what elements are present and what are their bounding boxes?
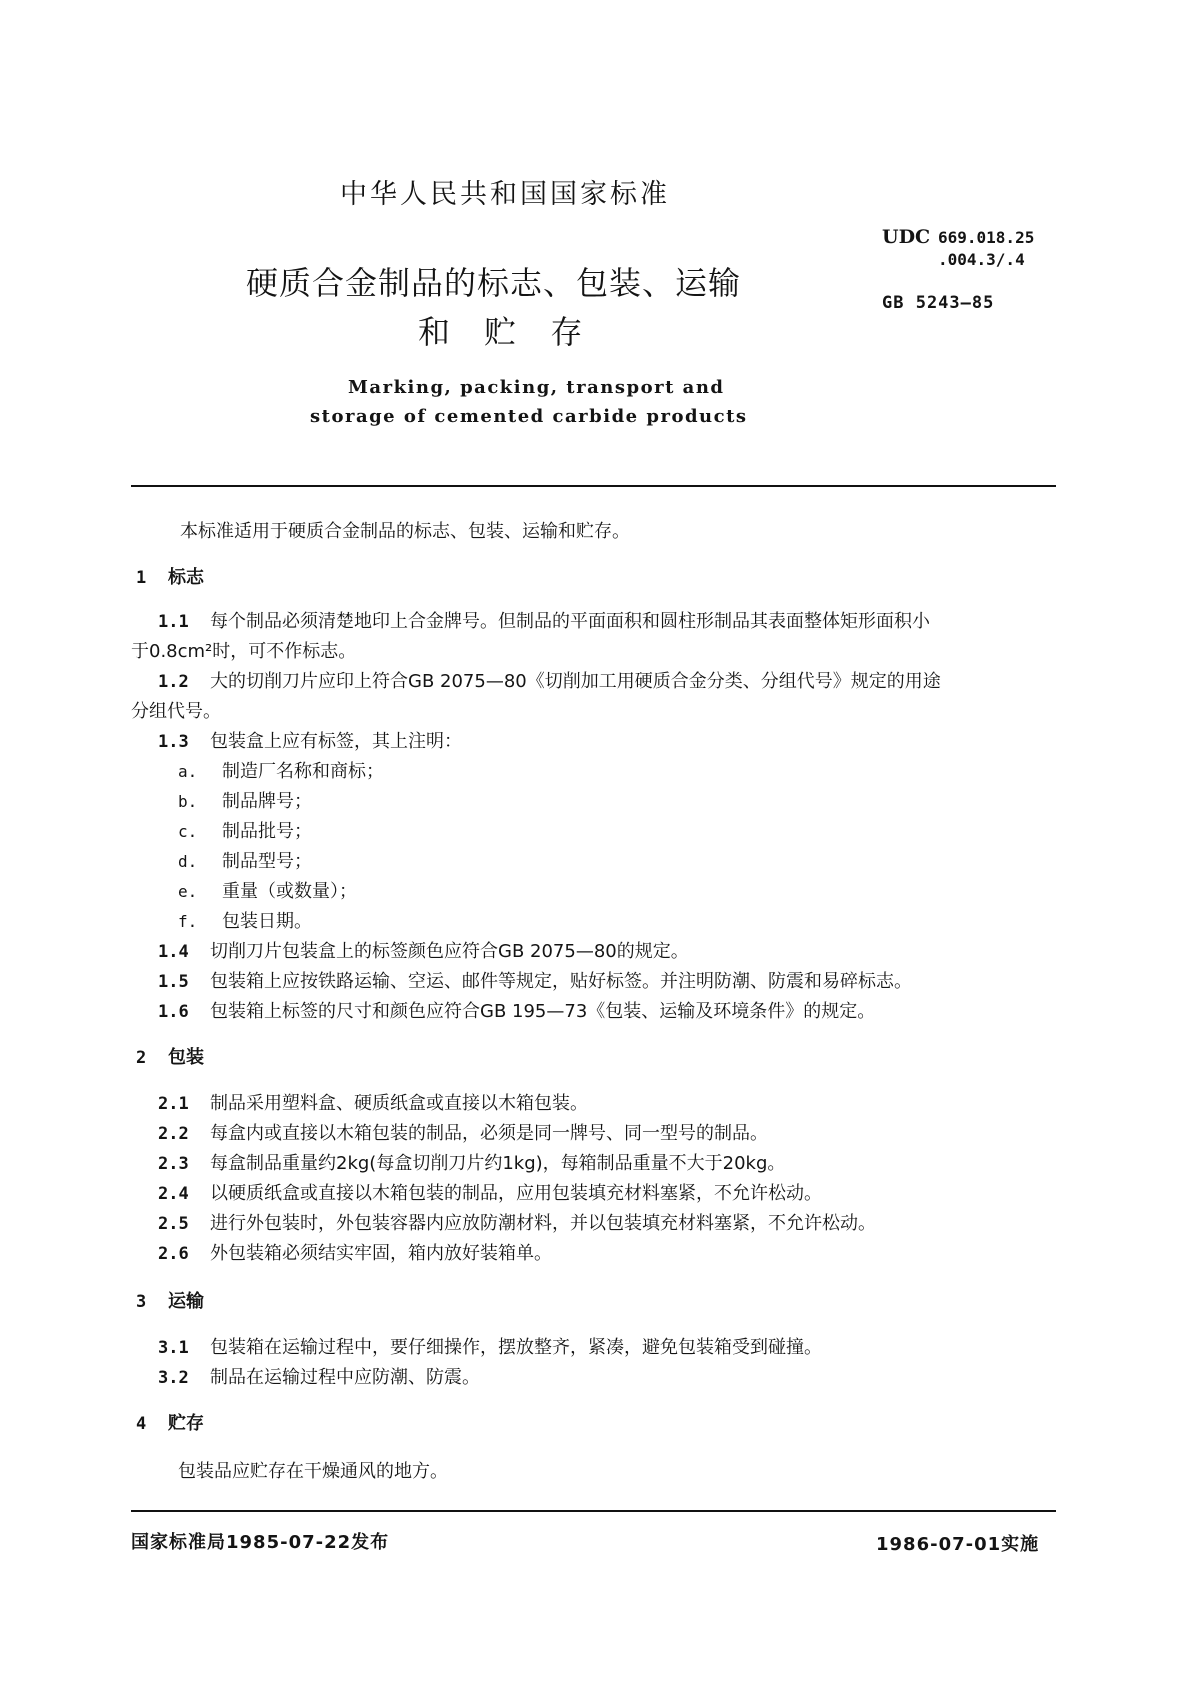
list-item-text: 制造厂名称和商标；: [222, 761, 384, 782]
clause-2-4: [158, 1182, 822, 1206]
section-1-heading: [136, 566, 204, 590]
clause-text: 切削刀片包装盒上的标签颜色应符合GB 2075—80的规定。: [210, 941, 689, 962]
udc-code-line1: 669.018.25: [938, 228, 1035, 247]
clause-1-1-continuation: 于0.8cm²时，可不作标志。: [131, 641, 357, 662]
clause-number: 2.2: [158, 1124, 189, 1144]
gb-standard-code: GB 5243—85: [882, 293, 995, 313]
clause-1-2-continuation: 分组代号。: [131, 701, 221, 722]
section-4-heading: [136, 1412, 204, 1436]
section-number: 3: [136, 1292, 147, 1312]
section-number: 4: [136, 1414, 147, 1434]
clause-text: 每个制品必须清楚地印上合金牌号。但制品的平面面积和圆柱形制品其表面整体矩形面积小: [210, 611, 930, 632]
clause-1-5: [158, 970, 912, 994]
section-title: 运输: [168, 1291, 204, 1312]
list-item: [178, 790, 312, 814]
clause-2-2: [158, 1122, 768, 1146]
clause-number: 1.6: [158, 1002, 189, 1022]
document-title-line1: 硬质合金制品的标志、包装、运输: [246, 264, 742, 302]
clause-2-6: [158, 1242, 552, 1266]
list-item: [178, 910, 312, 934]
list-item: [178, 760, 384, 784]
effective-date: 1986-07-01实施: [876, 1534, 1040, 1555]
footer-divider: [131, 1510, 1056, 1512]
clause-2-5: [158, 1212, 876, 1236]
clause-3-1: [158, 1336, 822, 1360]
clause-number: 2.1: [158, 1094, 189, 1114]
clause-number: 3.1: [158, 1338, 189, 1358]
clause-4-text: 包装品应贮存在干燥通风的地方。: [178, 1461, 448, 1482]
list-item-text: 制品批号；: [222, 821, 312, 842]
clause-text: 包装盒上应有标签，其上注明：: [210, 731, 462, 752]
section-2-heading: [136, 1046, 204, 1070]
clause-1-4: [158, 940, 689, 964]
list-item-text: 重量（或数量）；: [222, 881, 357, 902]
clause-text: 包装箱在运输过程中，要仔细操作，摆放整齐，紧凑，避免包装箱受到碰撞。: [210, 1337, 822, 1358]
clause-3-2: [158, 1366, 480, 1390]
clause-number: 2.6: [158, 1244, 189, 1264]
udc-label: UDC: [882, 226, 931, 248]
clause-number: 2.5: [158, 1214, 189, 1234]
national-standard-label: 中华人民共和国国家标准: [340, 179, 670, 210]
clause-text: 每盒内或直接以木箱包装的制品，必须是同一牌号、同一型号的制品。: [210, 1123, 768, 1144]
list-item-text: 制品型号；: [222, 851, 312, 872]
list-item: [178, 820, 312, 844]
section-title: 包装: [168, 1047, 204, 1068]
clause-1-3: [158, 730, 462, 754]
issued-date: 国家标准局1985-07-22发布: [131, 1532, 390, 1553]
section-number: 2: [136, 1048, 147, 1068]
clause-2-1: [158, 1092, 588, 1116]
clause-number: 1.1: [158, 612, 189, 632]
list-item-letter: f.: [178, 912, 198, 931]
clause-text: 每盒制品重量约2kg(每盒切削刀片约1kg)，每箱制品重量不大于20kg。: [210, 1153, 786, 1174]
clause-text: 制品采用塑料盒、硬质纸盒或直接以木箱包装。: [210, 1093, 588, 1114]
clause-2-3: [158, 1152, 785, 1176]
clause-1-6: [158, 1000, 875, 1024]
section-number: 1: [136, 568, 147, 588]
english-title-line2: storage of cemented carbide products: [310, 406, 748, 427]
list-item-letter: c.: [178, 822, 198, 841]
intro-paragraph: 本标准适用于硬质合金制品的标志、包装、运输和贮存。: [180, 521, 630, 542]
clause-text: 包装箱上标签的尺寸和颜色应符合GB 195—73《包装、运输及环境条件》的规定。: [210, 1001, 876, 1022]
list-item-letter: e.: [178, 882, 198, 901]
clause-number: 1.3: [158, 732, 189, 752]
clause-text: 外包装箱必须结实牢固，箱内放好装箱单。: [210, 1243, 552, 1264]
clause-number: 1.2: [158, 672, 189, 692]
clause-text: 制品在运输过程中应防潮、防震。: [210, 1367, 480, 1388]
clause-number: 2.3: [158, 1154, 189, 1174]
clause-1-1: [158, 610, 930, 634]
clause-number: 3.2: [158, 1368, 189, 1388]
udc-code-line2: .004.3/.4: [938, 250, 1025, 269]
clause-text: 大的切削刀片应印上符合GB 2075—80《切削加工用硬质合金分类、分组代号》规定的用途: [210, 671, 941, 692]
list-item-text: 制品牌号；: [222, 791, 312, 812]
header-divider: [131, 485, 1056, 487]
list-item-letter: d.: [178, 852, 198, 871]
clause-number: 1.4: [158, 942, 189, 962]
section-3-heading: [136, 1290, 204, 1314]
clause-number: 1.5: [158, 972, 189, 992]
clause-text: 包装箱上应按铁路运输、空运、邮件等规定，贴好标签。并注明防潮、防震和易碎标志。: [210, 971, 912, 992]
english-title-line1: Marking, packing, transport and: [348, 377, 725, 398]
list-item: [178, 850, 312, 874]
section-title: 贮存: [168, 1413, 204, 1434]
list-item-letter: a.: [178, 762, 198, 781]
document-title-line2: 和 贮 存: [418, 313, 589, 351]
clause-text: 进行外包装时，外包装容器内应放防潮材料，并以包装填充材料塞紧，不允许松动。: [210, 1213, 876, 1234]
list-item-letter: b.: [178, 792, 198, 811]
list-item-text: 包装日期。: [222, 911, 312, 932]
clause-1-2: [158, 670, 941, 694]
clause-number: 2.4: [158, 1184, 189, 1204]
section-title: 标志: [168, 567, 204, 588]
clause-text: 以硬质纸盒或直接以木箱包装的制品，应用包装填充材料塞紧，不允许松动。: [210, 1183, 822, 1204]
list-item: [178, 880, 357, 904]
